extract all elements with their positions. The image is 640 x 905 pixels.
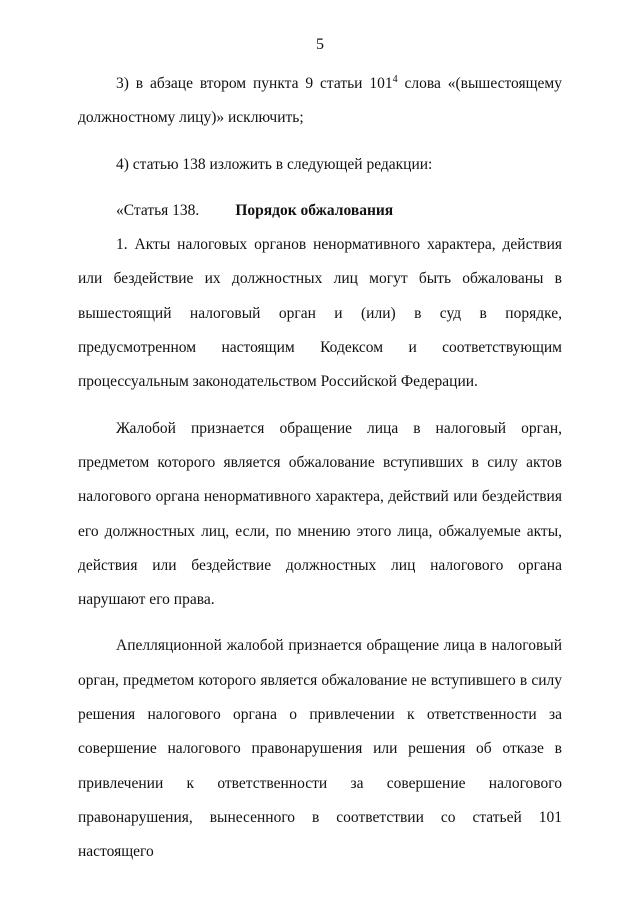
page-number: 5 xyxy=(316,36,324,53)
article-number: «Статья 138. xyxy=(116,201,200,219)
paragraph-gap xyxy=(78,136,562,148)
document-body xyxy=(78,67,562,870)
paragraph-gap xyxy=(78,182,562,194)
item-3-text-end: слова «(вышестоящему должностному лицу)» исключить; xyxy=(78,75,562,127)
paragraph-clause-1: 1. Акты налоговых органов ненормативного характера, действия или бездействие их должностных лиц могут быть обжалованы в вышестоящий налоговый орган и (или) в суд в порядке, предусмотренном настоящим Кодексом и соответствующим процессуальным законодательством Российской Федерации. xyxy=(78,236,562,391)
amendment-item-4: 4) статью 138 изложить в следующей редакции: xyxy=(116,155,433,173)
paragraph-gap xyxy=(78,400,562,412)
item-3-superscript: 4 xyxy=(392,74,398,85)
article-title: Порядок обжалования xyxy=(235,201,394,219)
paragraph-complaint-definition: Жалобой признается обращение лица в налоговый орган, предметом которого является обжалование вступивших в силу актов налогового органа ненормативного характера, действий или бездействия его должностных лиц, если, по мнению этого лица, обжалуемые акты, действия или бездействие должностных лиц налогового органа нарушают его права. xyxy=(78,419,562,609)
amendment-item-3 xyxy=(78,67,562,136)
item-3-text-start: 3) в абзаце втором пункта 9 статьи 101 xyxy=(116,75,393,92)
article-heading xyxy=(78,194,562,228)
paragraph-gap xyxy=(78,617,562,629)
paragraph-appeal-definition: Апелляционной жалобой признается обращение лица в налоговый орган, предметом которого является обжалование не вступившего в силу решения налогового органа о привлечении к ответственности за совершение налогового правонарушения или решения об отказе в привлечении к ответственности за совершение налогового правонарушения, вынесенного в соответствии со статьей 101 настоящего xyxy=(78,637,562,861)
